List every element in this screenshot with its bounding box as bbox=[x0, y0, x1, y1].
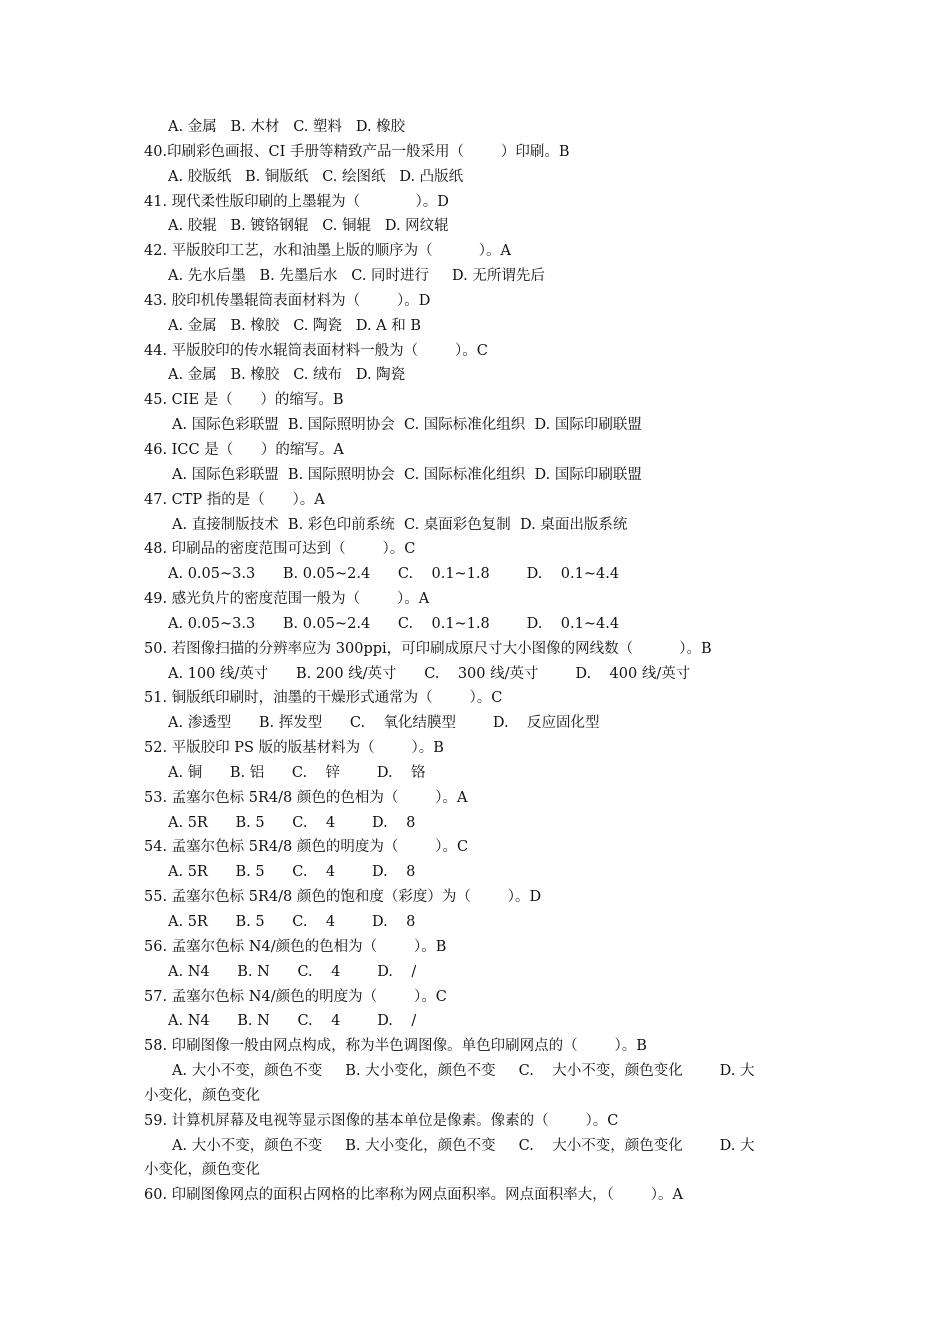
question-text: 50. 若图像扫描的分辨率应为 300ppi，可印刷成原尺寸大小图像的网线数（ ）。B bbox=[144, 640, 712, 657]
option-continuation: 小变化，颜色变化 bbox=[144, 1087, 260, 1104]
question-text: 60. 印刷图像网点的面积占网格的比率称为网点面积率。网点面积率大，（ ）。A bbox=[144, 1187, 684, 1204]
question-text: 49. 感光负片的密度范围一般为（ ）。A bbox=[144, 591, 430, 608]
question-text: 51. 铜版纸印刷时，油墨的干燥形式通常为（ ）。C bbox=[144, 690, 503, 707]
answer-options: A. 大小不变，颜色不变 B. 大小变化，颜色不变 C. 大小不变，颜色变化 D. 大 bbox=[172, 1063, 755, 1080]
option-continuation: 小变化，颜色变化 bbox=[144, 1162, 260, 1179]
answer-options: A. 大小不变，颜色不变 B. 大小变化，颜色不变 C. 大小不变，颜色变化 D. 大 bbox=[172, 1137, 755, 1154]
answer-options: A. 5R B. 5 C. 4 D. 8 bbox=[168, 814, 416, 831]
question-text: 43. 胶印机传墨辊筒表面材料为（ ）。D bbox=[144, 292, 431, 309]
question-text: 54. 孟塞尔色标 5R4/8 颜色的明度为（ ）。C bbox=[144, 839, 469, 856]
answer-options: A. 金属 B. 橡胶 C. 陶瓷 D. A 和 B bbox=[168, 317, 422, 334]
answer-options: A. 铜 B. 铝 C. 锌 D. 铬 bbox=[168, 764, 426, 781]
question-list bbox=[0, 115, 950, 1208]
answer-options: A. 胶版纸 B. 铜版纸 C. 绘图纸 D. 凸版纸 bbox=[168, 168, 464, 185]
question-text: 57. 孟塞尔色标 N4/颜色的明度为（ ）。C bbox=[144, 988, 447, 1005]
question-text: 53. 孟塞尔色标 5R4/8 颜色的色相为（ ）。A bbox=[144, 789, 468, 806]
answer-options: A. N4 B. N C. 4 D. / bbox=[168, 1013, 417, 1030]
answer-options: A. 金属 B. 木材 C. 塑料 D. 橡胶 bbox=[168, 119, 406, 135]
answer-options: A. 100 线/英寸 B. 200 线/英寸 C. 300 线/英寸 D. 400 线/英寸 bbox=[168, 665, 691, 682]
question-text: 47. CTP 指的是（ ）。A bbox=[144, 491, 325, 508]
answer-options: A. 国际色彩联盟 B. 国际照明协会 C. 国际标准化组织 D. 国际印刷联盟 bbox=[172, 417, 642, 434]
question-text: 48. 印刷品的密度范围可达到（ ）。C bbox=[144, 541, 416, 558]
answer-options: A. 国际色彩联盟 B. 国际照明协会 C. 国际标准化组织 D. 国际印刷联盟 bbox=[172, 466, 642, 483]
question-text: 46. ICC 是（ ）的缩写。A bbox=[144, 441, 344, 458]
answer-options: A. 5R B. 5 C. 4 D. 8 bbox=[168, 914, 416, 930]
question-text: 40.印刷彩色画报、CI 手册等精致产品一般采用（ ）印刷。B bbox=[144, 143, 570, 160]
question-text: 41. 现代柔性版印刷的上墨辊为（ ）。D bbox=[144, 193, 449, 210]
answer-options: A. 先水后墨 B. 先墨后水 C. 同时进行 D. 无所谓先后 bbox=[168, 268, 545, 285]
answer-options: A. N4 B. N C. 4 D. / bbox=[168, 963, 417, 980]
question-text: 59. 计算机屏幕及电视等显示图像的基本单位是像素。像素的（ ）。C bbox=[144, 1112, 619, 1129]
answer-options: A. 5R B. 5 C. 4 D. 8 bbox=[168, 864, 416, 881]
question-text: 58. 印刷图像一般由网点构成，称为半色调图像。单色印刷网点的（ ）。B bbox=[144, 1038, 647, 1055]
question-text: 42. 平版胶印工艺，水和油墨上版的顺序为（ ）。A bbox=[144, 243, 511, 260]
answer-options: A. 渗透型 B. 挥发型 C. 氧化结膜型 D. 反应固化型 bbox=[168, 715, 600, 732]
answer-options: A. 金属 B. 橡胶 C. 绒布 D. 陶瓷 bbox=[168, 367, 406, 384]
question-text: 45. CIE 是（ ）的缩写。B bbox=[144, 392, 344, 409]
answer-options: A. 胶辊 B. 镀铬钢辊 C. 铜辊 D. 网纹辊 bbox=[168, 218, 449, 235]
answer-options: A. 0.05~3.3 B. 0.05~2.4 C. 0.1~1.8 D. 0.1~4.4 bbox=[168, 615, 620, 632]
answer-options: A. 直接制版技术 B. 彩色印前系统 C. 桌面彩色复制 D. 桌面出版系统 bbox=[172, 516, 628, 533]
question-text: 56. 孟塞尔色标 N4/颜色的色相为（ ）。B bbox=[144, 938, 447, 955]
question-text: 55. 孟塞尔色标 5R4/8 颜色的饱和度（彩度）为（ ）。D bbox=[144, 889, 542, 906]
question-text: 44. 平版胶印的传水辊筒表面材料一般为（ ）。C bbox=[144, 342, 488, 359]
question-text: 52. 平版胶印 PS 版的版基材料为（ ）。B bbox=[144, 740, 444, 757]
answer-options: A. 0.05~3.3 B. 0.05~2.4 C. 0.1~1.8 D. 0.1~4.4 bbox=[168, 566, 620, 583]
